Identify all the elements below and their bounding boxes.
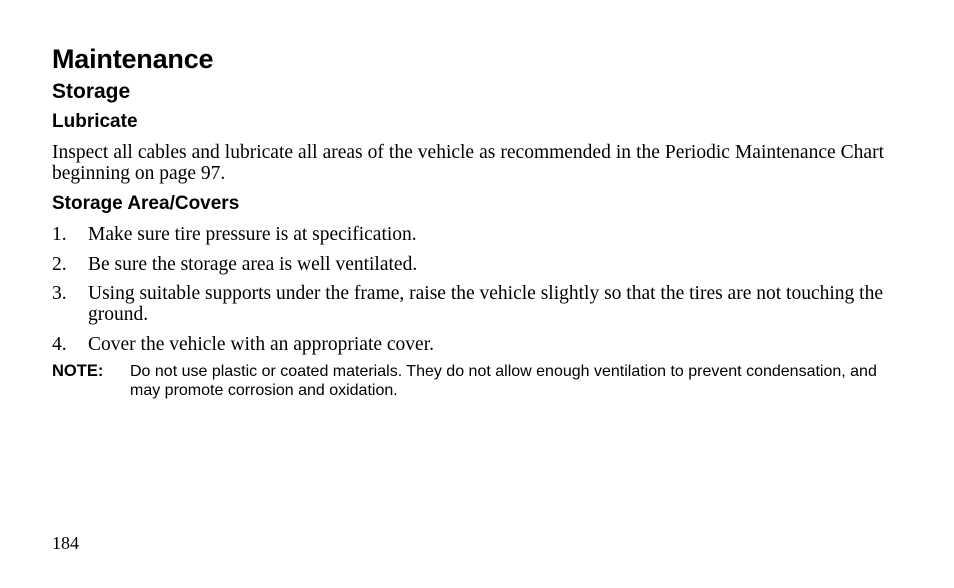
list-item-number: 4. (52, 334, 67, 355)
list-item-number: 1. (52, 224, 67, 245)
lubricate-heading: Lubricate (52, 111, 138, 132)
note-text: Do not use plastic or coated materials. They do not allow enough ventilation to prevent condensation, and may promote corrosion and oxidation. (130, 363, 877, 399)
list-item (52, 224, 884, 245)
list-item (52, 334, 884, 355)
lubricate-paragraph: Inspect all cables and lubricate all areas of the vehicle as recommended in the Periodic Maintenance Chart beginning on page 97. (52, 142, 884, 184)
list-item (52, 283, 884, 325)
section-title: Maintenance (52, 44, 214, 74)
manual-page (52, 0, 892, 588)
list-item (52, 254, 884, 275)
storage-area-heading: Storage Area/Covers (52, 193, 240, 214)
list-item-number: 2. (52, 254, 67, 275)
list-item-text: Be sure the storage area is well ventilated. (88, 254, 418, 275)
list-item-number: 3. (52, 283, 67, 304)
list-item-text: Cover the vehicle with an appropriate cover. (88, 334, 434, 355)
note-label: NOTE: (52, 362, 104, 380)
subsection-title: Storage (52, 80, 131, 103)
list-item-text: Using suitable supports under the frame, raise the vehicle slightly so that the tires are not touching the ground. (88, 283, 883, 325)
list-item-text: Make sure tire pressure is at specification. (88, 224, 417, 245)
note-block (52, 362, 884, 400)
page-number: 184 (52, 533, 79, 553)
